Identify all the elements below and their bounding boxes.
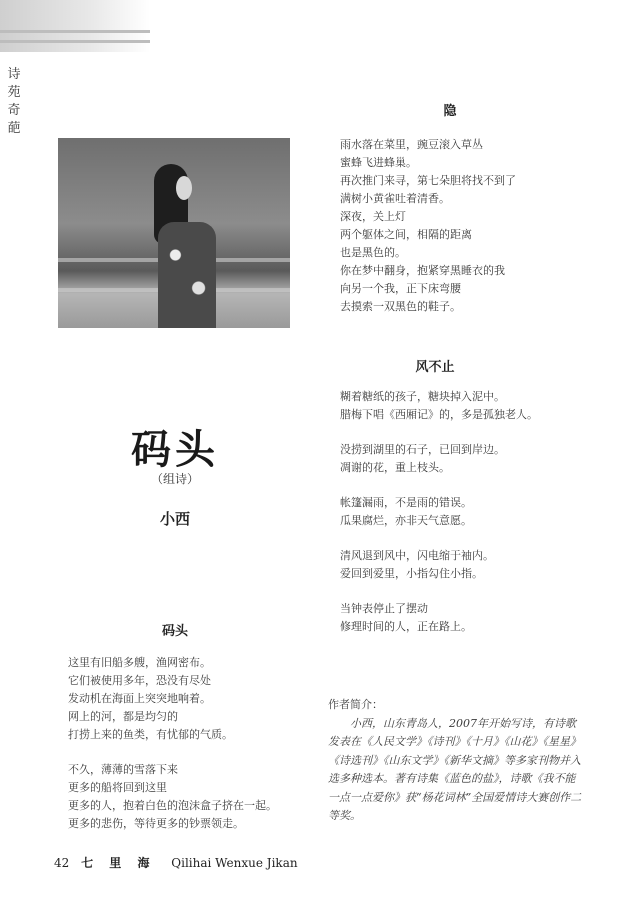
poem-line: 清风退到风中，闪电缩于袖内。 [340, 549, 494, 562]
section-tag-char: 奇 [7, 103, 21, 118]
poem-line: 更多的船将回到这里 [68, 781, 167, 794]
poem2-title: 隐 [443, 104, 457, 119]
poem-line: 凋谢的花，重上枝头。 [340, 461, 450, 474]
bio-text: 小西，山东青岛人，2007年开始写诗，有诗歌发表在《人民文学》《诗刊》《十月》《山花》《星星》《诗选刊》《山东文学》《新华文摘》等多家刊物并入选多种选本。著有诗集《蓝色的盐》，诗歌《我不能一点一点爱你》获“杨花词林”全国爱情诗大赛创作二等奖。 [328, 716, 582, 822]
poem1-title: 码头 [161, 624, 188, 639]
bio-title: 作者简介： [328, 698, 383, 711]
magazine-name: 七 里 海 [81, 856, 156, 870]
poem1-body [68, 654, 308, 833]
poem-line: 更多的人，抱着白色的泡沫盒子挤在一起。 [68, 799, 277, 812]
page-number: 42 [54, 856, 70, 870]
poem3-body [340, 388, 590, 636]
poem-line: 发动机在海面上突突地响着。 [68, 692, 211, 705]
author-photo [58, 138, 290, 328]
poem-line: 两个躯体之间，相隔的距离 [340, 228, 472, 241]
poem-line: 爱回到爱里，小指勾住小指。 [340, 567, 483, 580]
poem3-title: 风不止 [415, 360, 455, 375]
stanza-gap [340, 477, 590, 494]
poem-line: 瓜果腐烂，亦非天气意愿。 [340, 514, 472, 527]
poem-line: 深夜，关上灯 [340, 210, 406, 223]
page-footer [54, 854, 306, 871]
poem-line: 腊梅下唱《西厢记》的，多是孤独老人。 [340, 408, 538, 421]
poem-line: 满树小黄雀吐着清香。 [340, 192, 450, 205]
photo-figure-body [158, 222, 216, 328]
poem-line: 修理时间的人，正在路上。 [340, 620, 472, 633]
poem-line: 蜜蜂飞进蜂巢。 [340, 156, 417, 169]
poem-line: 向另一个我，正下床弯腰 [340, 282, 461, 295]
stanza-gap [340, 530, 590, 547]
header-banner-image [0, 0, 150, 52]
section-tag-char: 诗 [7, 67, 21, 82]
author-bio [328, 696, 586, 826]
banner-stripe [0, 30, 150, 33]
poem-line: 去摸索一双黑色的鞋子。 [340, 300, 461, 313]
stanza-gap [340, 424, 590, 441]
poem-line: 你在梦中翻身，抱紧穿黑睡衣的我 [340, 264, 505, 277]
photo-figure-face [176, 176, 192, 200]
section-tag-char: 苑 [7, 85, 21, 100]
poem-line: 这里有旧船多艘，渔网密布。 [68, 656, 211, 669]
stanza-gap [68, 744, 308, 761]
poem-line: 当钟表停止了摆动 [340, 602, 428, 615]
poem-line: 糊着糖纸的孩子，糖块掉入泥中。 [340, 390, 505, 403]
page-subtitle: （组诗） [150, 472, 199, 486]
page-title: 码头 [131, 426, 219, 473]
poem-line: 网上的河，都是均匀的 [68, 710, 178, 723]
poem-line: 不久，薄薄的雪落下来 [68, 763, 178, 776]
poem-line: 更多的悲伤，等待更多的钞票领走。 [68, 817, 244, 830]
magazine-pinyin: Qilihai Wenxue Jikan [171, 856, 298, 870]
section-tag [6, 66, 22, 138]
poem-line: 它们被使用多年，恐没有尽处 [68, 674, 211, 687]
poem-line: 帐篷漏雨，不是雨的错误。 [340, 496, 472, 509]
stanza-gap [340, 583, 590, 600]
poem-line: 打捞上来的鱼类，有忧郁的气质。 [68, 728, 233, 741]
poem-line: 也是黑色的。 [340, 246, 406, 259]
section-tag-char: 葩 [7, 121, 21, 136]
poem-line: 再次推门来寻，第七朵胆将找不到了 [340, 174, 516, 187]
poem2-body [340, 136, 590, 316]
poem-line: 没捞到湖里的石子，已回到岸边。 [340, 443, 505, 456]
banner-stripe [0, 40, 150, 43]
poem-line: 雨水落在菜里，豌豆滚入草丛 [340, 138, 483, 151]
author-name: 小西 [159, 510, 190, 528]
